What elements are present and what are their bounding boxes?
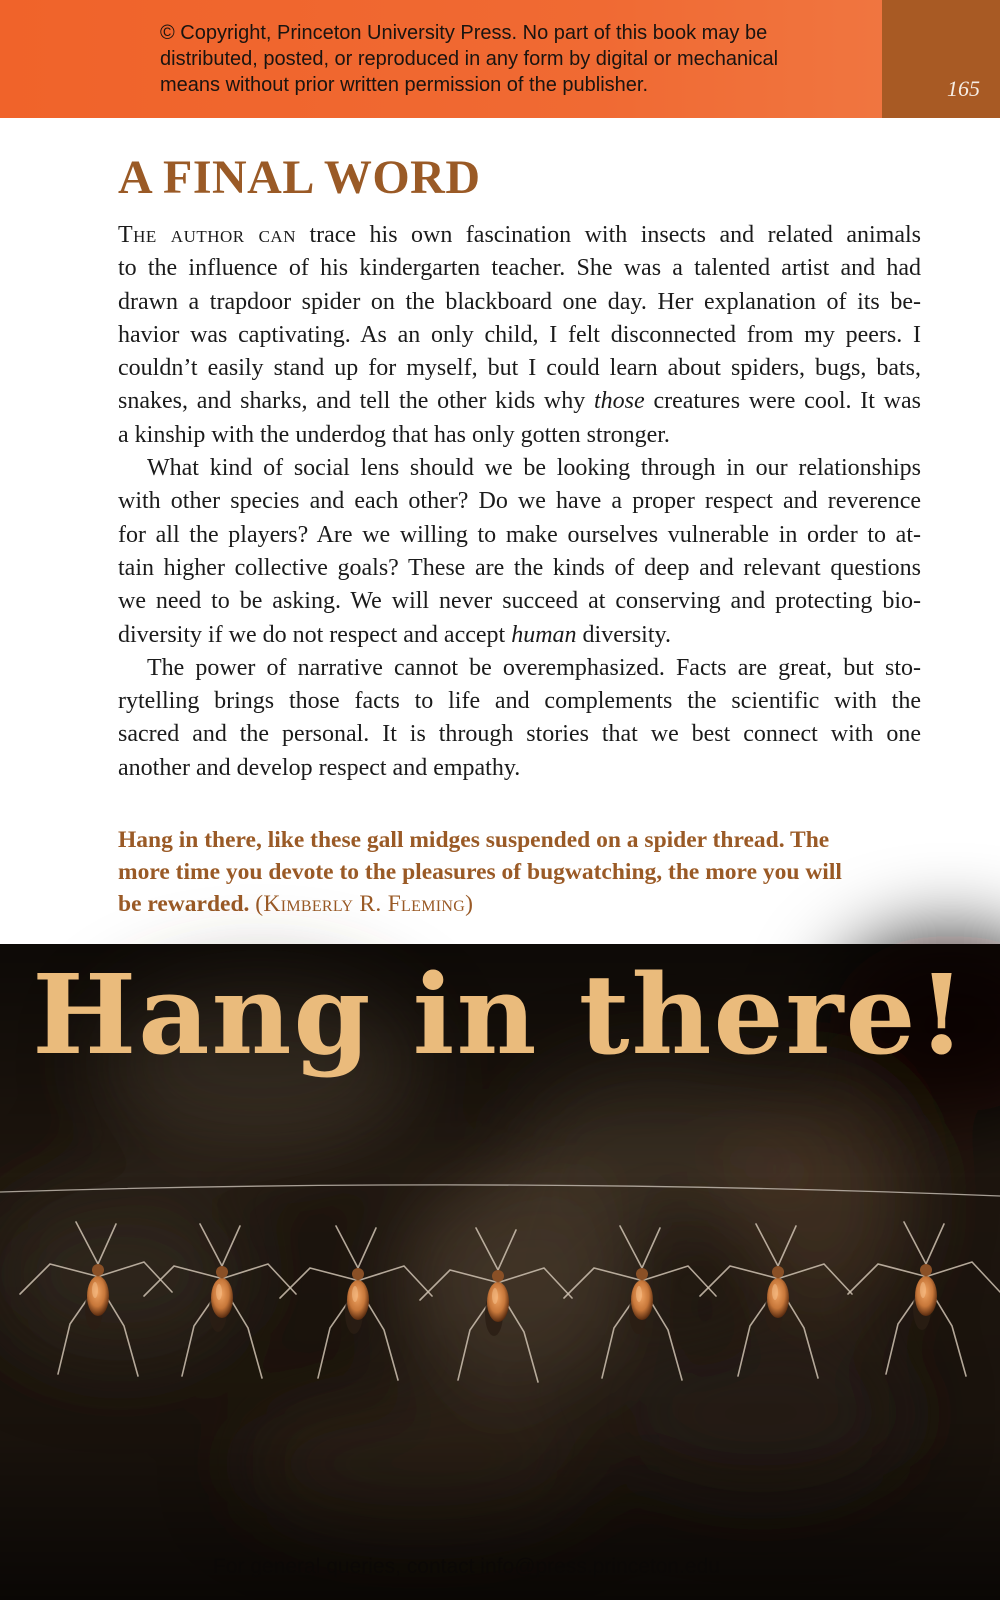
- paragraph-line: [118, 219, 921, 252]
- paragraph-line: couldn’t easily stand up for myself, but I could learn about spiders, bugs, bats,: [118, 355, 921, 382]
- line-text: trace his own fascination with insects and related animals: [295, 222, 922, 248]
- contact-footer: For general queries, contact info@press.princeton.edu: [213, 1555, 720, 1578]
- copyright-line: distributed, posted, or reproduced in any form by digital or mechanical: [160, 48, 779, 70]
- caption-line: [118, 888, 918, 920]
- caption-text: Hang in there, like these gall midges suspended on a spider thread. The: [118, 827, 830, 853]
- paragraph-line: with other species and each other? Do we have a proper respect and reverence: [118, 488, 921, 515]
- paragraph-line: [118, 385, 921, 418]
- copyright-notice: [160, 20, 860, 98]
- opening-smallcaps: The author can: [118, 222, 296, 248]
- chapter-title: A FINAL WORD: [118, 151, 481, 204]
- paragraph-line: rytelling brings those facts to life and complements the scientific with the: [118, 688, 921, 715]
- line-text: diversity.: [576, 621, 671, 648]
- photo-headline: Hang in there!: [32, 950, 968, 1079]
- paragraph-line: The power of narrative cannot be overemphasized. Facts are great, but sto-: [147, 654, 921, 681]
- photo-caption: [118, 824, 918, 920]
- caption-text: more time you devote to the pleasures of bugwatching, the more you will: [118, 859, 842, 885]
- paragraph-line: What kind of social lens should we be looking through in our relationships: [147, 455, 921, 482]
- paragraph-line: another and develop respect and empathy.: [118, 754, 521, 781]
- copyright-header: [0, 0, 1000, 118]
- line-text: snakes, and sharks, and tell the other kids why: [118, 388, 595, 415]
- page-number: 165: [947, 76, 980, 101]
- page-number-tab: [882, 0, 1000, 118]
- paragraph-line: to the influence of his kindergarten teacher. She was a talented artist and had: [118, 255, 921, 282]
- paragraph-line: we need to be asking. We will never succeed at conserving and protecting bio-: [118, 588, 921, 615]
- paragraph-line: a kinship with the underdog that has only gotten stronger.: [118, 421, 670, 448]
- paragraph-line: tain higher collective goals? These are the kinds of deep and relevant questions: [118, 554, 921, 581]
- copyright-line: © Copyright, Princeton University Press. No part of this book may be: [160, 22, 768, 44]
- emphasis: human: [511, 621, 577, 648]
- caption-line: [118, 824, 918, 856]
- emphasis: those: [594, 388, 645, 415]
- paragraph-line: for all the players? Are we willing to make ourselves vulnerable in order to at-: [118, 521, 921, 548]
- paragraph-line: [118, 619, 921, 652]
- line-text: diversity if we do not respect and accept: [118, 621, 512, 648]
- body-text: [118, 219, 921, 785]
- photo-credit: (Kimberly R. Fleming): [255, 891, 474, 917]
- caption-text: be rewarded.: [118, 891, 250, 917]
- caption-line: [118, 856, 918, 888]
- paragraph-line: havior was captivating. As an only child, I felt disconnected from my peers. I: [118, 321, 921, 348]
- copyright-line: means without prior written permission of the publisher.: [160, 74, 649, 96]
- paragraph-line: drawn a trapdoor spider on the blackboard one day. Her explanation of its be-: [118, 288, 921, 315]
- line-text: creatures were cool. It was: [644, 388, 921, 415]
- paragraph-line: sacred and the personal. It is through stories that we best connect with one: [118, 721, 921, 748]
